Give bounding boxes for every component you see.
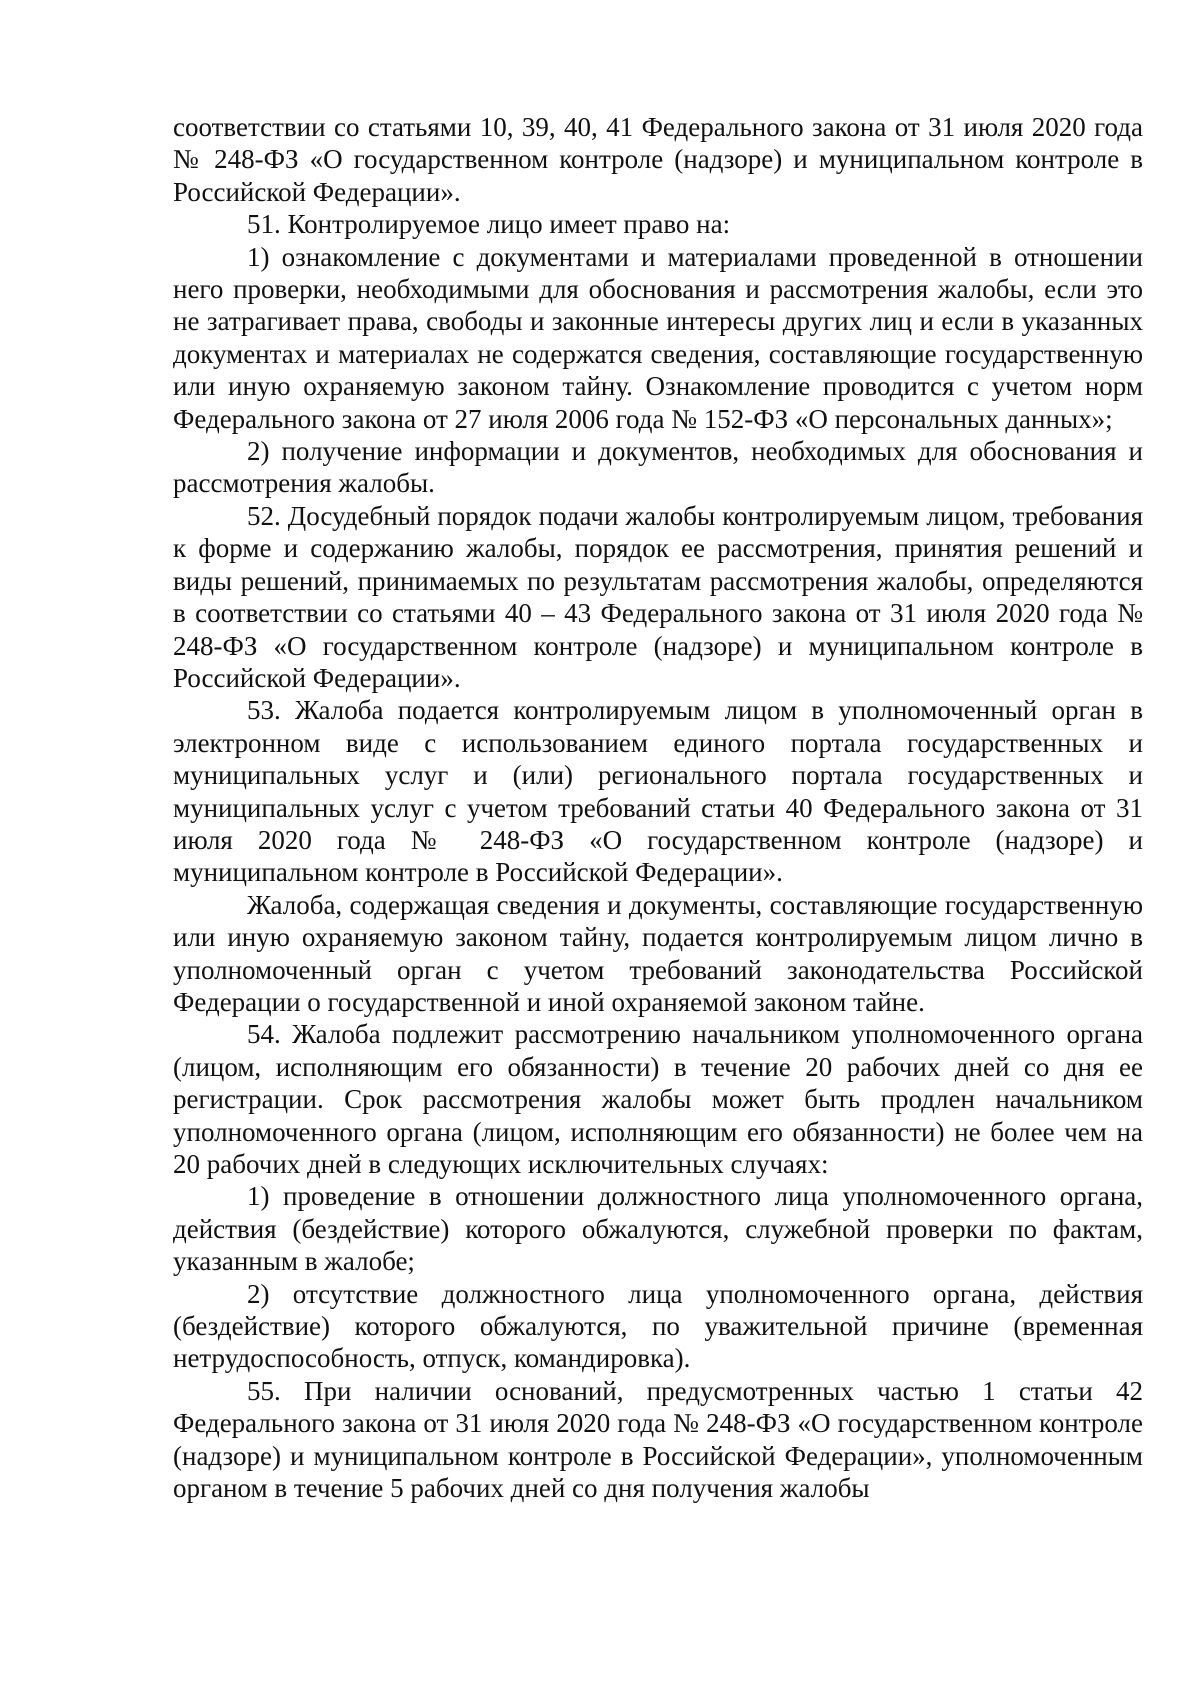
document-page xyxy=(173,111,1143,1504)
paragraph-51-item-1: 1) ознакомление с документами и материалами проведенной в отношении него проверки, необходимыми для обоснования и рассмотрения жалобы, если это не затрагивает права, свободы и законные интересы других лиц и если в указанных документах и материалах не содержатся сведения, составляющие государственную или иную охраняемую законом тайну. Ознакомление проводится с учетом норм Федерального закона от 27 июля 2006 года № 152-ФЗ «О персональных данных»; xyxy=(173,241,1143,434)
paragraph-51: 51. Контролируемое лицо имеет право на: xyxy=(247,209,731,240)
paragraph-54: 54. Жалоба подлежит рассмотрению начальником уполномоченного органа (лицом, исполняющим его обязанности) в течение 20 рабочих дней со дня ее регистрации. Срок рассмотрения жалобы может быть продлен начальником уполномоченного органа (лицом, исполняющим его обязанности) не более чем на 20 рабочих дней в следующих исключительных случаях: xyxy=(173,1019,1143,1179)
paragraph-53-secret: Жалоба, содержащая сведения и документы, составляющие государственную или иную охраняемую законом тайну, подается контролируемым лицом лично в уполномоченный орган с учетом требований законодательства Российской Федерации о государственной и иной охраняемой законом тайне. xyxy=(173,889,1143,1017)
paragraph-54-item-1: 1) проведение в отношении должностного лица уполномоченного органа, действия (бездействие) которого обжалуются, служебной проверки по фактам, указанным в жалобе; xyxy=(173,1181,1143,1277)
paragraph-51-item-2: 2) получение информации и документов, необходимых для обоснования и рассмотрения жалобы. xyxy=(173,436,1143,499)
paragraph-54-item-2: 2) отсутствие должностного лица уполномоченного органа, действия (бездействие) которого обжалуются, по уважительной причине (временная нетрудоспособность, отпуск, командировка). xyxy=(173,1278,1143,1374)
paragraph-55: 55. При наличии оснований, предусмотренных частью 1 статьи 42 Федерального закона от 31 июля 2020 года № 248-ФЗ «О государственном контроле (надзоре) и муниципальном контроле в Российской Федерации», уполномоченным органом в течение 5 рабочих дней со дня получения жалобы xyxy=(173,1375,1143,1504)
paragraph-52: 52. Досудебный порядок подачи жалобы контролируемым лицом, требования к форме и содержанию жалобы, порядок ее рассмотрения, принятия решений и виды решений, принимаемых по результатам рассмотрения жалобы, определяются в соответствии со статьями 40 – 43 Федерального закона от 31 июля 2020 года № 248-ФЗ «О государственном контроле (надзоре) и муниципальном контроле в Российской Федерации». xyxy=(173,500,1143,693)
paragraph-continuation: соответствии со статьями 10, 39, 40, 41 Федерального закона от 31 июля 2020 года № 248-ФЗ «О государственном контроле (надзоре) и муниципальном контроле в Российской Федерации». xyxy=(173,112,1143,207)
paragraph-53: 53. Жалоба подается контролируемым лицом в уполномоченный орган в электронном виде с использованием единого портала государственных и муниципальных услуг и (или) регионального портала государственных и муниципальных услуг с учетом требований статьи 40 Федерального закона от 31 июля 2020 года № 248-ФЗ «О государственном контроле (надзоре) и муниципальном контроле в Российской Федерации». xyxy=(173,695,1143,888)
